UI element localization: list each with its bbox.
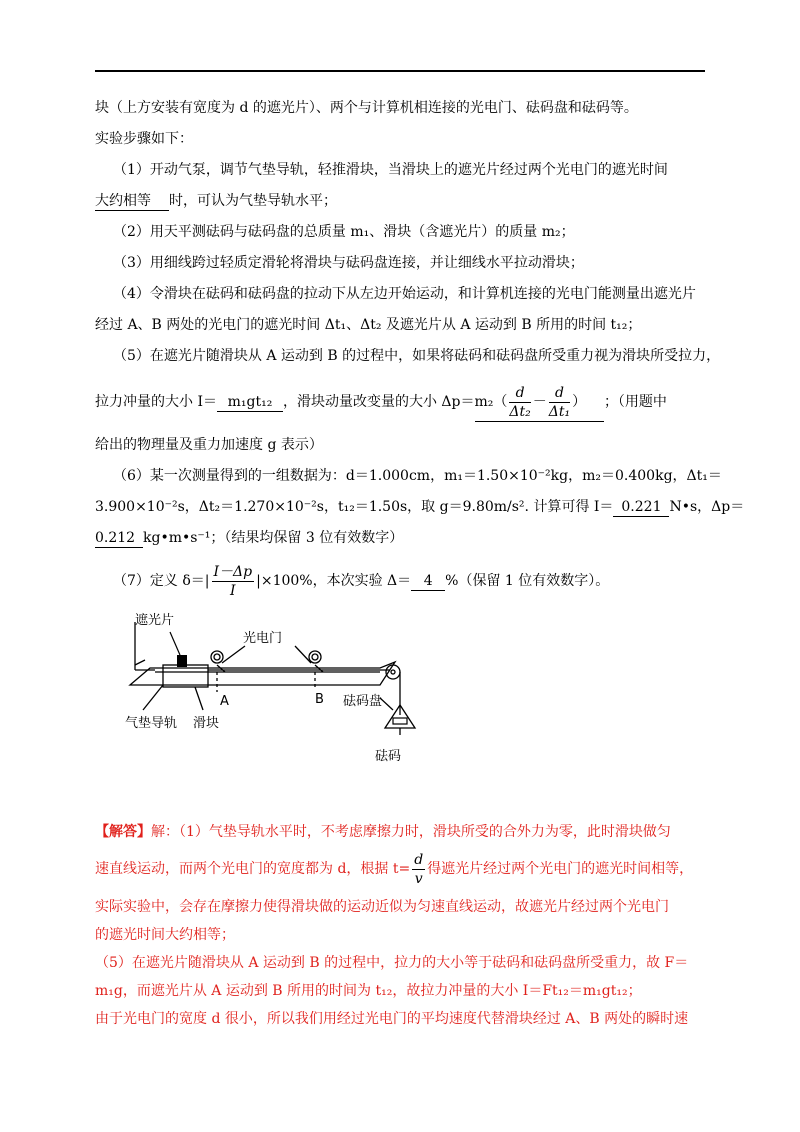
gate-leader-a xyxy=(222,646,245,663)
line-step6-cont xyxy=(95,497,744,517)
minus-sign: － xyxy=(532,394,547,410)
line-step5-formula xyxy=(95,383,667,422)
answer-line-6: m₁g，而遮光片从 A 运动到 B 所用的时间为 t₁₂，故拉力冲量的大小 I＝Ft₁₂＝m₁gt₁₂； xyxy=(95,983,642,999)
answer-line-7: 由于光电门的宽度 d 很小，所以我们用经过光电门的平均速度代替滑块经过 A、B 两处的瞬时速 xyxy=(95,1011,689,1027)
answer-blank-i-value: 0.221 xyxy=(613,498,669,517)
answer-line-5: （5）在遮光片随滑块从 A 运动到 B 的过程中，拉力的大小等于砝码和砝码盘所受重力，故 F＝ xyxy=(95,955,689,971)
m2-term: m₂（ xyxy=(474,394,508,410)
fraction-d-v: $\frac{d}{v}$ xyxy=(414,851,424,887)
line-step1: （1）开动气泵，调节气垫导轨，轻推滑块，当滑块上的遮光片经过两个光电门的遮光时间 xyxy=(113,162,668,178)
line-step2: （2）用天平测砝码与砝码盘的总质量 m₁、滑块（含遮光片）的质量 m₂； xyxy=(113,224,575,240)
answer-line-3: 实际实验中，会存在摩擦力使得滑块做的运动近似为匀速直线运动，故遮光片经过两个光电门 xyxy=(95,899,669,915)
close-paren: ） xyxy=(572,394,587,410)
step6-unit: N•s，Δp＝ xyxy=(669,499,745,515)
label-b: B xyxy=(315,692,324,707)
step6-unit2: kg•m•s⁻¹；（结果均保留 3 位有效数字） xyxy=(143,530,404,546)
shade-piece xyxy=(177,655,187,667)
answer-line-1 xyxy=(95,822,671,842)
shade-leader xyxy=(170,632,180,655)
answer-line-4: 的遮光时间大约相等； xyxy=(95,927,235,943)
step7-def: （7）定义 δ＝| xyxy=(113,573,210,589)
answer-blank-momentum xyxy=(475,383,604,422)
line-step5-note: 给出的物理量及重力加速度 g 表示） xyxy=(95,437,323,453)
step6-data: 3.900×10⁻²s，Δt₂＝1.270×10⁻²s，t₁₂＝1.50s，取 g＝9.80m/s². 计算可得 I＝ xyxy=(95,499,614,515)
answer-line-2 xyxy=(95,850,693,888)
fraction-d-dt2: $\frac{d}{\text{Δt₂}}$ xyxy=(509,384,531,420)
impulse-label: 拉力冲量的大小 I＝ xyxy=(95,394,217,410)
note-label: ；（用题中 xyxy=(603,394,667,410)
answer-blank-delta: 4 xyxy=(411,572,445,591)
line-step7 xyxy=(113,562,609,600)
line-step4: （4）令滑块在砝码和砝码盘的拉动下从左边开始运动，和计算机连接的光电门能测量出遮光片 xyxy=(113,286,696,302)
gate-leader-b xyxy=(295,646,311,663)
step7-mid: |×100%，本次实验 Δ＝ xyxy=(256,573,412,589)
line-step3: （3）用细线跨过轻质定滑轮将滑块与砝码盘连接，并让细线水平拉动滑块； xyxy=(113,255,584,271)
label-photogate: 光电门 xyxy=(243,631,283,646)
label-weight: 砝码 xyxy=(375,749,402,764)
step7-end: %（保留 1 位有效数字）。 xyxy=(445,573,610,589)
label-a: A xyxy=(220,694,229,709)
label-shade: 遮光片 xyxy=(135,613,175,628)
line-step6-end xyxy=(95,528,403,548)
line-step1-cont xyxy=(95,191,337,211)
answer-blank-1: 大约相等 xyxy=(95,192,169,211)
fraction-delta: $\frac{I-\Delta p}{I}$ xyxy=(213,563,253,599)
line-step5: （5）在遮光片随滑块从 A 运动到 B 的过程中，如果将砝码和砝码盘所受重力视为滑块所受拉力， xyxy=(113,348,721,364)
answer-step1-formula-lead: 速直线运动，而两个光电门的宽度都为 d，根据 t= xyxy=(95,861,411,877)
label-slider: 滑块 xyxy=(193,716,220,731)
slider-leader-left xyxy=(143,685,163,710)
fraction-d-dt1: $\frac{d}{\text{Δt₁}}$ xyxy=(548,384,571,420)
answer-step1-formula-tail: 得遮光片经过两个光电门的遮光时间相等， xyxy=(427,861,694,877)
slider-leader-right xyxy=(195,687,203,710)
line-step1-rest: 时，可认为气垫导轨水平； xyxy=(169,193,337,209)
apparatus-figure xyxy=(125,610,425,775)
answer-heading: 【解答】 xyxy=(95,824,151,840)
line-intro: 块（上方安装有宽度为 d 的遮光片）、两个与计算机相连接的光电门、砝码盘和砝码等。 xyxy=(95,100,638,116)
line-step4-cont: 经过 A、B 两处的光电门的遮光时间 Δt₁、Δt₂ 及遮光片从 A 运动到 B 所用的时间 t₁₂； xyxy=(95,317,642,333)
line-step6: （6）某一次测量得到的一组数据为：d＝1.000cm，m₁＝1.50×10⁻²kg，m₂＝0.400kg，Δt₁＝ xyxy=(113,468,722,484)
photogate-a xyxy=(211,651,223,663)
header-rule xyxy=(95,70,705,72)
weight-block xyxy=(393,718,407,724)
momentum-label: ，滑块动量改变量的大小 Δp＝ xyxy=(282,394,475,410)
photogate-b xyxy=(309,651,321,663)
answer-blank-p-value: 0.212 xyxy=(95,529,143,548)
answer-step1: 解：（1）气垫导轨水平时，不考虑摩擦力时，滑块所受的合外力为零，此时滑块做匀 xyxy=(151,824,671,840)
label-air-track: 气垫导轨 xyxy=(125,716,178,731)
line-steps-title: 实验步骤如下： xyxy=(95,131,193,147)
answer-blank-impulse: m₁gt₁₂ xyxy=(217,393,283,412)
label-weight-pan: 砝码盘 xyxy=(343,694,383,709)
